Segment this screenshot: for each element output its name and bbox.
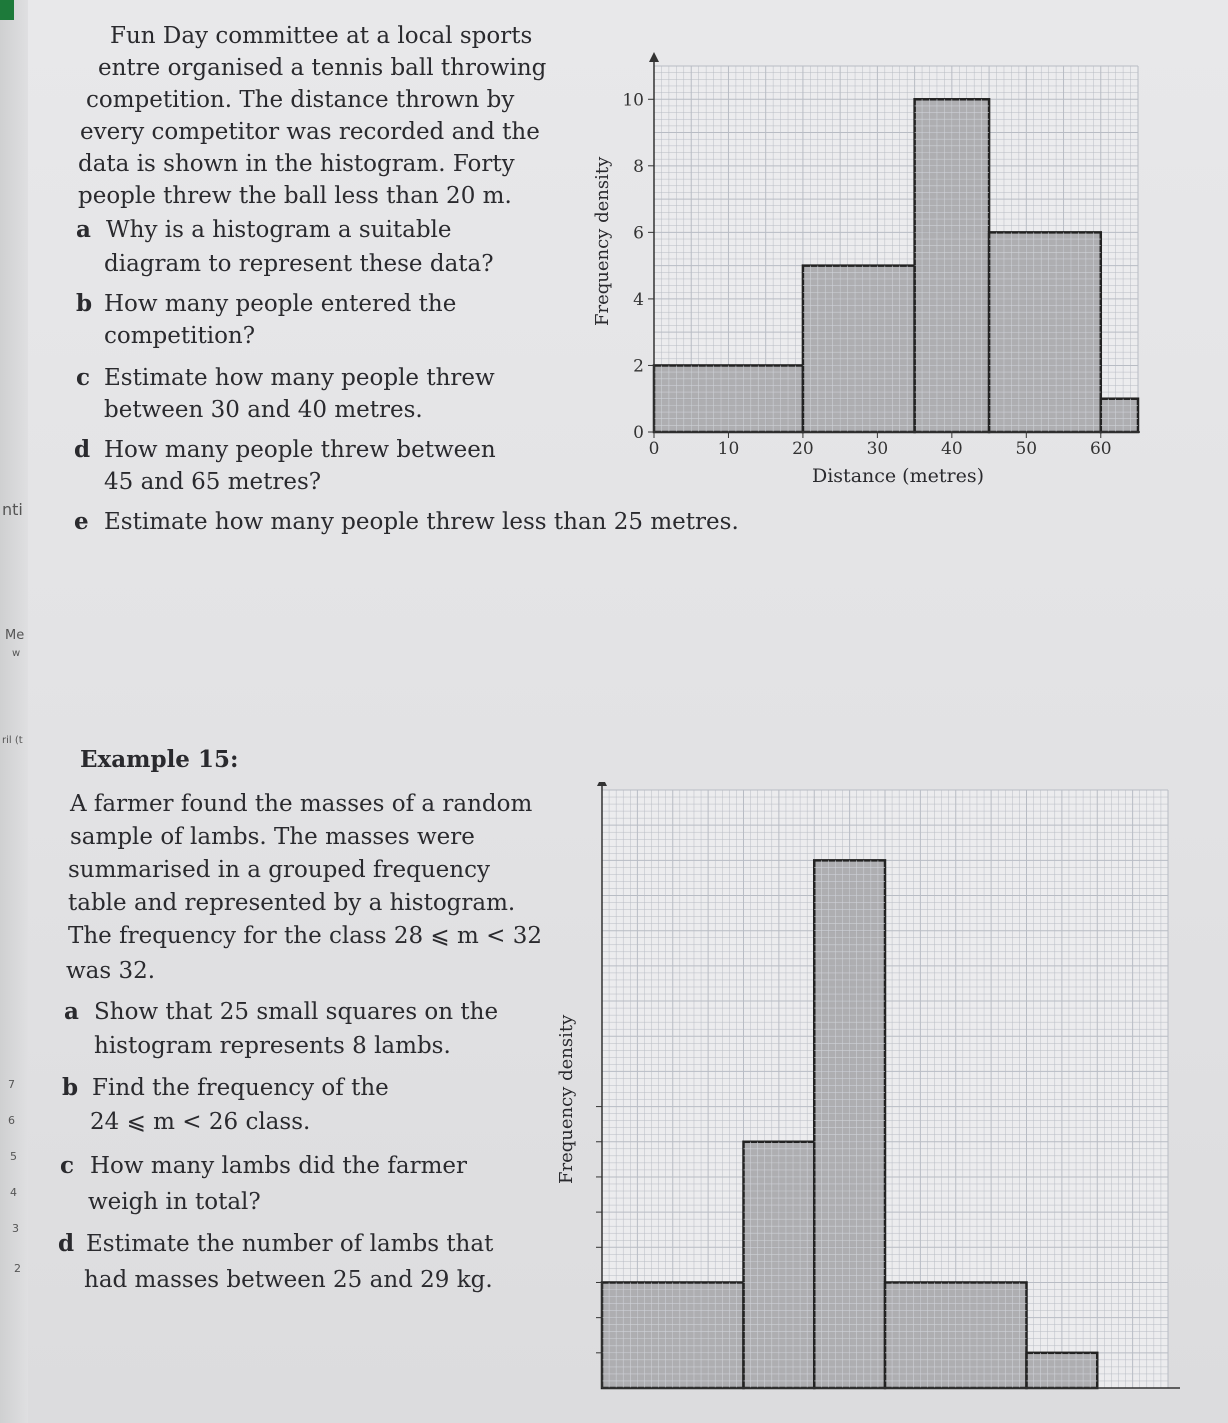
histogram-lamb-masses xyxy=(590,782,1180,1392)
histogram-distance-thrown xyxy=(590,52,1140,492)
example15-intro-line: summarised in a grouped frequency xyxy=(68,857,490,883)
question-d-text: Estimate the number of lambs that xyxy=(86,1231,494,1257)
question-label: b xyxy=(62,1074,79,1101)
question-c-text: weigh in total? xyxy=(88,1189,261,1215)
question-a-text: diagram to represent these data? xyxy=(104,251,494,277)
margin-fragment: 5 xyxy=(10,1150,17,1163)
y-tick-label: 6 xyxy=(633,223,644,244)
margin-fragment: ril (t xyxy=(2,735,23,746)
margin-fragment: nti xyxy=(2,500,23,519)
question-label: d xyxy=(58,1230,75,1257)
margin-fragment: 3 xyxy=(12,1222,19,1235)
margin-fragment: 6 xyxy=(8,1114,15,1127)
question-label: d xyxy=(74,436,91,463)
margin-fragment: 7 xyxy=(8,1078,15,1091)
x-tick-label: 20 xyxy=(792,439,814,459)
y-axis-arrow xyxy=(597,782,607,786)
question-b-text: Find the frequency of the xyxy=(92,1075,389,1101)
example14-intro-line: people threw the ball less than 20 m. xyxy=(78,183,512,209)
chart2-ylabel: Frequency density xyxy=(556,1014,577,1184)
y-tick-label: 4 xyxy=(633,289,644,310)
question-label: c xyxy=(76,364,91,391)
example15-intro-line: was 32. xyxy=(66,958,156,984)
x-tick-label: 10 xyxy=(717,439,740,459)
y-axis-arrow xyxy=(649,52,659,62)
histogram-bar-4 xyxy=(1101,399,1138,432)
chart1-ylabel: Frequency density xyxy=(592,156,613,326)
question-label: a xyxy=(64,998,79,1025)
histogram-bar-1 xyxy=(803,266,915,432)
example14-intro-line: entre organised a tennis ball throwing xyxy=(98,55,547,81)
example15-heading: Example 15: xyxy=(80,746,239,773)
question-b-text: 24 ⩽ m < 26 class. xyxy=(90,1109,311,1135)
x-tick-label: 30 xyxy=(866,439,889,459)
left-page-edge xyxy=(0,0,30,1423)
question-b-text: How many people entered the xyxy=(104,291,457,317)
y-tick-label: 8 xyxy=(633,156,644,177)
example15-intro-line: table and represented by a histogram. xyxy=(68,890,516,916)
question-label: e xyxy=(74,508,89,535)
question-c-text: between 30 and 40 metres. xyxy=(104,397,423,423)
margin-fragment: Me xyxy=(5,628,25,643)
question-label: c xyxy=(60,1152,75,1179)
y-tick-label: 0 xyxy=(633,423,644,443)
question-c-text: Estimate how many people threw xyxy=(104,365,495,391)
book-cover-edge xyxy=(0,0,14,20)
example15-intro-line: sample of lambs. The masses were xyxy=(70,824,475,850)
example14-intro-line: Fun Day committee at a local sports xyxy=(110,23,533,49)
question-label: a xyxy=(76,216,91,243)
x-tick-label: 40 xyxy=(941,439,963,459)
margin-fragment: 2 xyxy=(14,1262,21,1275)
x-tick-label: 60 xyxy=(1089,439,1112,459)
question-d-text: How many people threw between xyxy=(104,437,496,463)
example14-intro-line: data is shown in the histogram. Forty xyxy=(78,151,515,177)
question-c-text: How many lambs did the farmer xyxy=(90,1153,467,1179)
x-tick-label: 0 xyxy=(648,439,660,459)
example14-intro-line: competition. The distance thrown by xyxy=(86,87,515,113)
y-tick-label: 10 xyxy=(622,90,644,111)
example15-intro-line: A farmer found the masses of a random xyxy=(70,791,533,817)
example14-intro-line: every competitor was recorded and the xyxy=(80,119,540,145)
margin-fragment: 4 xyxy=(10,1186,17,1199)
question-b-text: competition? xyxy=(104,323,256,349)
question-label: b xyxy=(76,290,93,317)
chart1-xlabel: Distance (metres) xyxy=(812,465,984,487)
question-a-text: histogram represents 8 lambs. xyxy=(94,1033,451,1059)
x-tick-label: 50 xyxy=(1015,439,1038,459)
question-a-text: Why is a histogram a suitable xyxy=(106,217,452,243)
question-e-text: Estimate how many people threw less than 25 metres. xyxy=(104,509,739,535)
margin-fragment: w xyxy=(12,648,21,659)
y-tick-label: 2 xyxy=(633,356,644,377)
example15-intro-line: The frequency for the class 28 ⩽ m < 32 xyxy=(68,923,542,949)
question-d-text: 45 and 65 metres? xyxy=(104,469,322,495)
question-a-text: Show that 25 small squares on the xyxy=(94,999,499,1025)
question-d-text: had masses between 25 and 29 kg. xyxy=(84,1267,493,1293)
